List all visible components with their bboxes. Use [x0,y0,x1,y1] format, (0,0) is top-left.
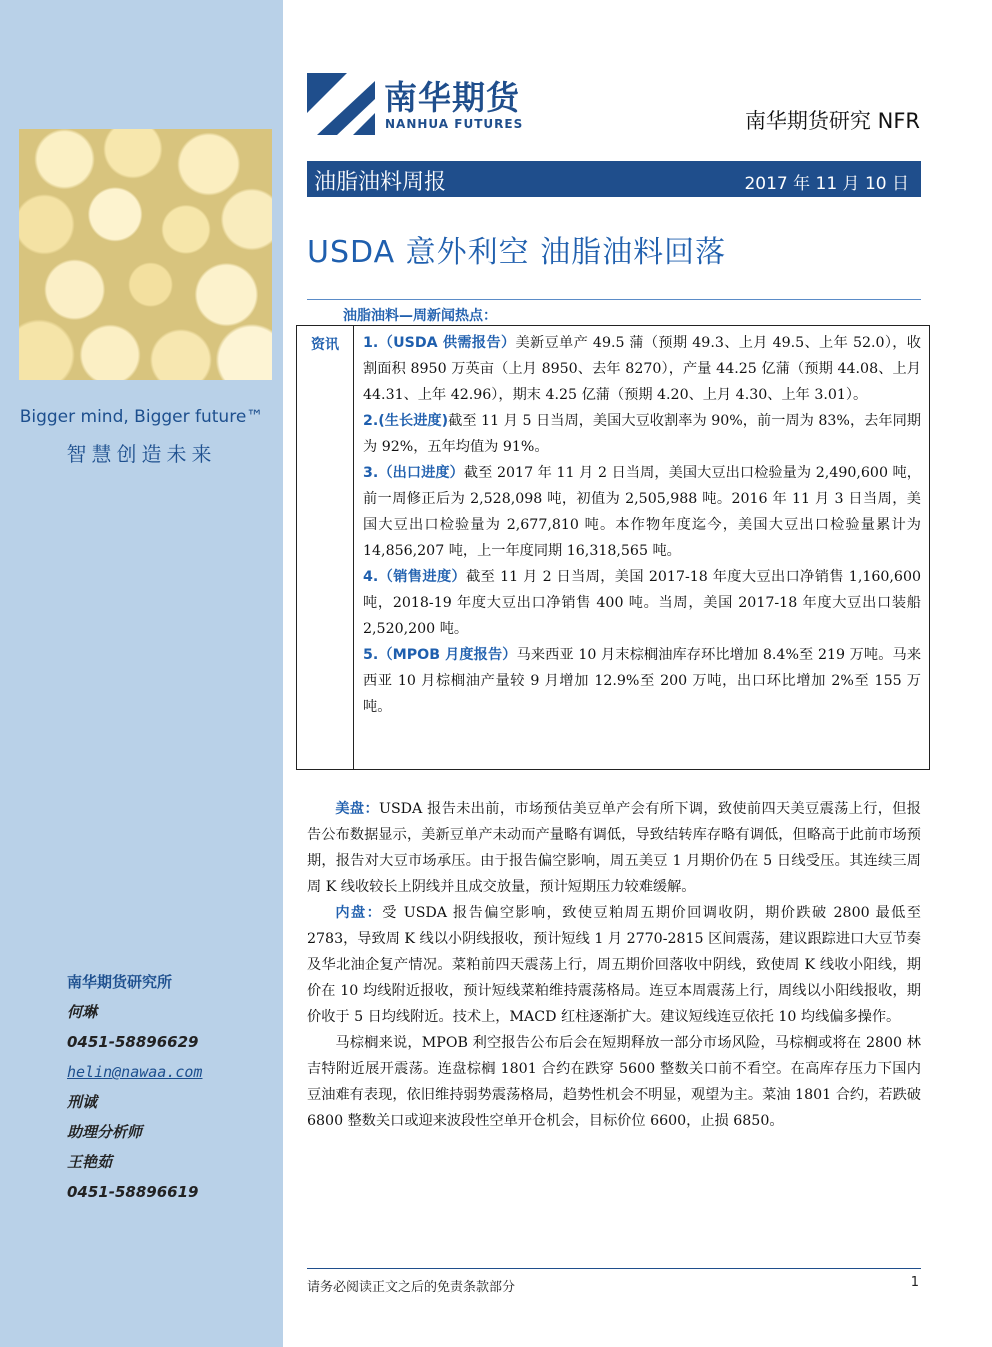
news-item [363,642,921,720]
report-series-title: 油脂油料周报 [314,170,447,195]
soybean-photo [19,129,272,380]
page-number: 1 [910,1275,919,1290]
report-body [307,796,921,1134]
analyst-name-2: 刑诚 [67,1093,98,1111]
news-item-text: 截至 11 月 2 日当周，美国 2017-18 年度大豆出口净销售 1,160,600 吨，2018-19 年度大豆出口净销售 400 吨。当周，美国 2017-18 年度大豆出口装船 2,520,200 吨。 [363,569,921,637]
report-banner [307,161,921,197]
news-item [363,564,921,642]
research-brand-label: 南华期货研究 NFR [744,109,920,133]
news-item-tag: 2.(生长进度) [363,413,449,429]
us-market-lead: 美盘： [335,801,379,817]
news-section-caption: 油脂油料—周新闻热点： [343,308,497,324]
news-item-tag: 3.（出口进度） [363,465,464,481]
news-item [363,330,921,408]
report-date: 2017 年 11 月 10 日 [744,174,909,194]
us-market-paragraph [307,796,921,900]
analyst-email-link[interactable]: helin@nawaa.com [67,1063,203,1081]
news-label-cell: 资讯 [297,326,354,769]
domestic-market-text: 受 USDA 报告偏空影响，致使豆粕周五期价回调收阴，期价跌破 2800 最低至 2783，导致周 K 线以小阴线报收，预计短线 1 月 2770-2815 区间震荡，建议跟踪进口大豆节奏及华北油企复产情况。菜粕前四天震荡上行，周五期价回落收中阴线，致使周 K 线收小阳线，期价在 10 均线附近报收，预计短线菜粕维持震荡格局。连豆本周震荡上行，周线以小阳线报收，期价收于 5 日均线附近。技术上，MACD 红柱逐渐扩大。建议短线连豆依托 10 均线偏多操作。 [307,905,921,1025]
news-item-text: 美新豆单产 49.5 蒲（预期 49.3、上月 49.5、上年 52.0），收割面积 8950 万英亩（上月 8950、去年 8270），产量 44.25 亿蒲（预期 44.08、上月 44.31、上年 42.96），期末 4.25 亿蒲（预期 4.20、上月 4.30、上年 3.01）。 [363,335,921,403]
logo-wordmark-cn: 南华期货 [384,78,520,117]
news-item-tag: 1.（USDA 供需报告） [363,335,516,351]
nanhua-logo-icon [307,73,375,135]
analyst-phone: 0451-58896629 [67,1033,199,1051]
disclaimer-note: 请务必阅读正文之后的免责条款部分 [307,1280,516,1295]
assistant-name: 王艳茹 [67,1153,113,1171]
caption-divider [307,299,921,300]
slogan-english: Bigger mind, Bigger future™ [19,407,264,427]
news-item-tag: 5.（MPOB 月度报告） [363,647,517,663]
domestic-market-lead: 内盘： [335,905,383,921]
news-item-text: 截至 11 月 5 日当周，美国大豆收割率为 90%，前一周为 83%，去年同期为 92%，五年均值为 91%。 [363,413,921,455]
palm-oil-paragraph: 马棕榈来说，MPOB 利空报告公布后会在短期释放一部分市场风险，马棕榈或将在 2800 林吉特附近展开震荡。连盘棕榈 1801 合约在跌穿 5600 整数关口前不看空。在高库存压力下国内豆油难有表现，依旧维持弱势震荡格局，趋势性机会不明显，观望为主。菜油 1801 合约，若跌破 6800 整数关口或迎来波段性空单开仓机会，目标价位 6600，止损 6850。 [307,1035,921,1129]
assistant-phone: 0451-58896619 [67,1183,199,1201]
domestic-market-paragraph [307,900,921,1030]
us-market-text: USDA 报告未出前，市场预估美豆单产会有所下调，致使前四天美豆震荡上行，但报告公布数据显示，美新豆单产未动而产量略有调低，导致结转库存略有调低，但略高于此前市场预期，报告对大豆市场承压。由于报告偏空影响，周五美豆 1 月期价仍在 5 日线受压。其连续三周周 K 线收较长上阴线并且成交放量，预计短期压力较难缓解。 [307,801,921,895]
logo-wordmark-en: NANHUA FUTURES [385,117,524,131]
news-item [363,408,921,460]
slogan-chinese: 智慧创造未来 [66,442,217,466]
news-table [296,325,930,770]
analyst-contact [67,967,277,1207]
footer-divider [307,1268,921,1269]
assistant-title: 助理分析师 [67,1123,143,1141]
analyst-name: 何琳 [67,1003,98,1021]
news-item [363,460,921,564]
news-items [363,330,921,720]
sidebar [0,0,283,1347]
news-item-tag: 4.（销售进度） [363,569,467,585]
research-institute: 南华期货研究所 [67,973,173,991]
news-item-text: 马来西亚 10 月末棕榈油库存环比增加 8.4%至 219 万吨。马来西亚 10 月棕榈油产量较 9 月增加 12.9%至 200 万吨，出口环比增加 2%至 155 万吨。 [363,647,922,715]
news-item-text: 截至 2017 年 11 月 2 日当周，美国大豆出口检验量为 2,490,600 吨，前一周修正后为 2,528,098 吨，初值为 2,505,988 吨。2016 年 11 月 3 日当周，美国大豆出口检验量为 2,677,810 吨。本作物年度迄今，美国大豆出口检验量累计为 14,856,207 吨，上一年度同期 16,318,565 吨。 [363,465,921,559]
report-headline: USDA 意外利空 油脂油料回落 [307,235,727,270]
